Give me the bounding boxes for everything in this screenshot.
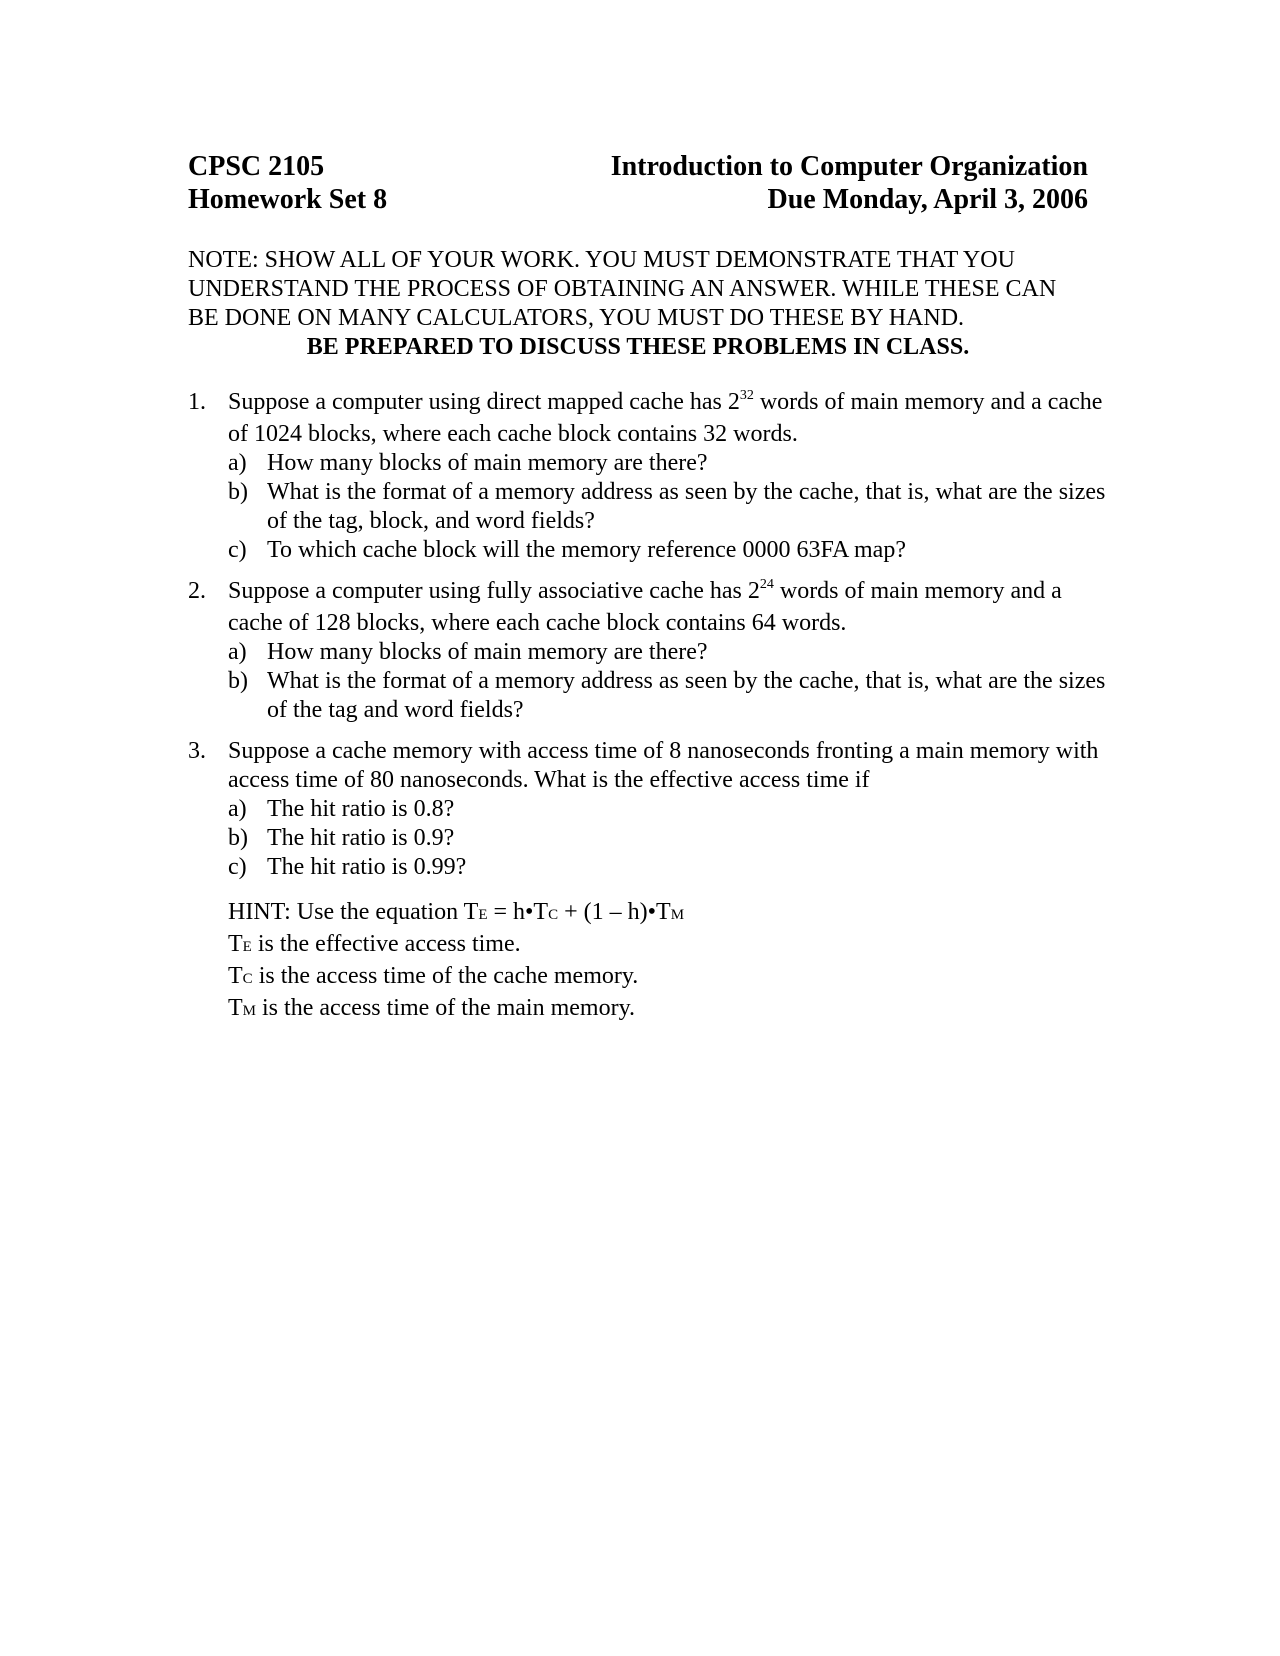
problem-2 <box>188 577 1108 725</box>
due-date: Due Monday, April 3, 2006 <box>767 184 1088 215</box>
sub-text: What is the format of a memory address as seen by the cache, that is, what are the sizes of the tag and word fields? <box>267 668 1106 723</box>
header-left <box>188 150 387 216</box>
problem-text-b: words of main memory and a cache of 128 blocks, where each cache block contains 64 words. <box>228 578 1062 636</box>
document-page <box>188 150 1108 1026</box>
note-line: UNDERSTAND THE PROCESS OF OBTAINING AN ANSWER. WHILE THESE CAN <box>188 276 1057 302</box>
sub-question <box>228 853 1108 882</box>
subscript-m: M <box>242 1003 257 1019</box>
sub-label: a) <box>228 639 247 665</box>
t-symbol: T <box>228 963 243 989</box>
hint-te-line <box>228 930 1108 962</box>
subscript-e: E <box>242 939 252 955</box>
sub-question <box>228 536 1108 565</box>
sub-question <box>228 824 1108 853</box>
subscript-c: C <box>548 907 559 923</box>
subscript-m: M <box>670 907 685 923</box>
problem-text-a: Suppose a computer using fully associative cache has 2 <box>228 578 760 604</box>
sub-label: c) <box>228 537 247 563</box>
problem-1 <box>188 388 1108 565</box>
problem-number: 2. <box>188 578 206 604</box>
tc-description: is the access time of the cache memory. <box>252 963 639 989</box>
subscript-c: C <box>242 971 253 987</box>
problem-body <box>228 577 1108 725</box>
exponent: 24 <box>759 577 774 592</box>
sub-text: The hit ratio is 0.99? <box>267 854 467 880</box>
course-code: CPSC 2105 <box>188 151 325 182</box>
problem-text <box>228 388 1108 449</box>
sub-text: How many blocks of main memory are there? <box>267 639 708 665</box>
tm-description: is the access time of the main memory. <box>256 995 636 1021</box>
problem-text-a: Suppose a computer using direct mapped cache has 2 <box>228 389 740 415</box>
t-symbol: T <box>228 931 243 957</box>
hint-block <box>228 898 1108 1026</box>
sub-text: How many blocks of main memory are there? <box>267 450 708 476</box>
hint-eq-part: = h•T <box>487 899 549 925</box>
sub-label: b) <box>228 825 248 851</box>
header <box>188 150 1088 216</box>
sub-label: a) <box>228 796 247 822</box>
hint-prefix: HINT: Use the equation T <box>228 899 479 925</box>
sub-label: a) <box>228 450 247 476</box>
problem-body <box>228 388 1108 565</box>
problem-text-b: words of main memory and a cache of 1024 blocks, where each cache block contains 32 words. <box>228 389 1103 447</box>
sub-question <box>228 795 1108 824</box>
sub-label: c) <box>228 854 247 880</box>
note-line: BE DONE ON MANY CALCULATORS, YOU MUST DO THESE BY HAND. <box>188 305 965 331</box>
header-right <box>611 150 1088 216</box>
problem-text: Suppose a cache memory with access time of 8 nanoseconds fronting a main memory with access time of 80 nanoseconds. What is the effective access time if <box>228 738 1099 793</box>
note <box>188 246 1108 362</box>
sub-label: b) <box>228 479 248 505</box>
problem-number: 3. <box>188 738 206 764</box>
course-title: Introduction to Computer Organization <box>610 151 1088 182</box>
homework-set: Homework Set 8 <box>188 184 388 215</box>
sub-question <box>228 478 1108 536</box>
hint-tc-line <box>228 962 1108 994</box>
note-bold-line: BE PREPARED TO DISCUSS THESE PROBLEMS IN CLASS. <box>306 334 970 360</box>
problem-text <box>228 577 1108 638</box>
sub-text: To which cache block will the memory reference 0000 63FA map? <box>267 537 906 563</box>
t-symbol: T <box>228 995 243 1021</box>
sub-question <box>228 638 1108 667</box>
sub-question <box>228 449 1108 478</box>
problem-3 <box>188 737 1108 1026</box>
hint-tm-line <box>228 994 1108 1026</box>
problem-number: 1. <box>188 389 206 415</box>
sub-text: What is the format of a memory address as seen by the cache, that is, what are the sizes of the tag, block, and word fields? <box>267 479 1106 534</box>
subscript-e: E <box>478 907 488 923</box>
note-line: NOTE: SHOW ALL OF YOUR WORK. YOU MUST DEMONSTRATE THAT YOU <box>188 247 1015 273</box>
hint-eq-part: + (1 – h)•T <box>558 899 671 925</box>
sub-text: The hit ratio is 0.9? <box>267 825 455 851</box>
te-description: is the effective access time. <box>251 931 521 957</box>
sub-text: The hit ratio is 0.8? <box>267 796 455 822</box>
sub-label: b) <box>228 668 248 694</box>
sub-question <box>228 667 1108 725</box>
hint-equation <box>228 898 1108 930</box>
problem-body <box>228 737 1108 1026</box>
exponent: 32 <box>739 388 754 403</box>
